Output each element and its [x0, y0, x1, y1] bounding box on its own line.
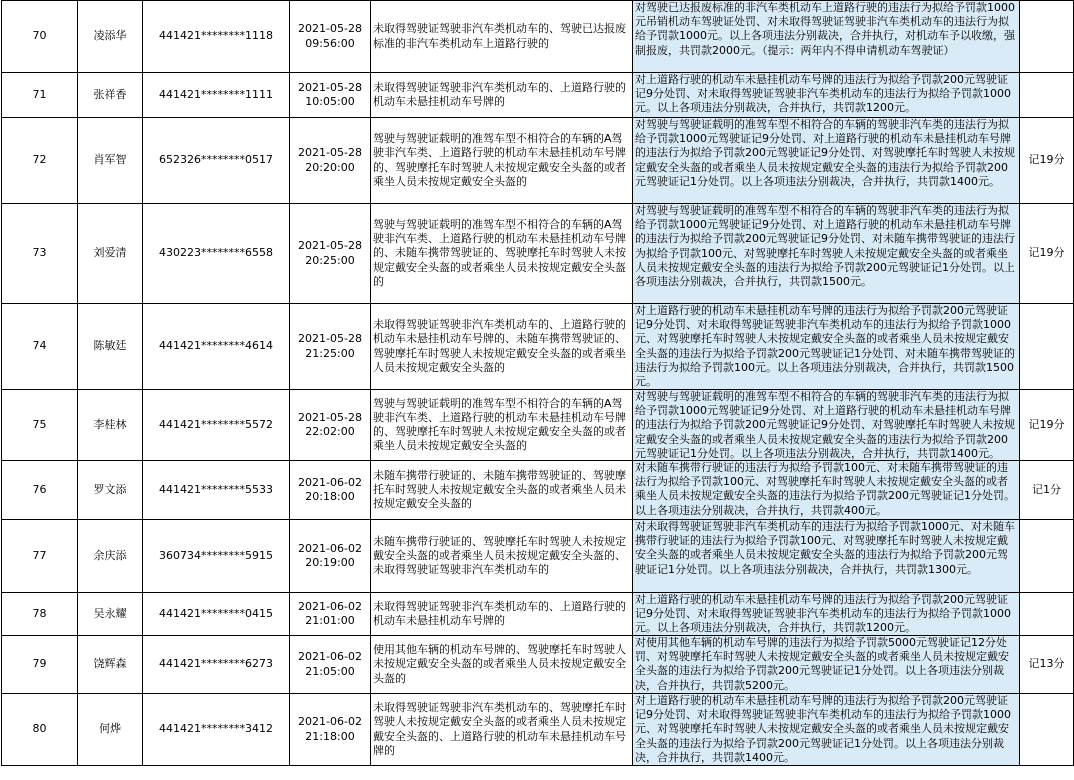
- row-number: 73: [2, 204, 78, 304]
- table-row: [2, 118, 1074, 204]
- person-name: 凌添华: [78, 1, 143, 73]
- violation-description: 未取得驾驶证驾驶非汽车类机动车的、上道路行驶的机动车未悬挂机动车号牌的、未随车携带驾驶证的、驾驶摩托车时驾驶人未按规定戴安全头盔的或者乘坐人员未按规定戴安全头盔的: [371, 304, 633, 390]
- violation-datetime: [290, 390, 371, 461]
- violation-date: 2021-05-28: [298, 239, 362, 253]
- table-row: [2, 593, 1074, 636]
- penalty-text: 对驾驶与驾驶证载明的准驾车型不相符合的车辆的驾驶非汽车类的违法行为拟给予罚款1000元驾驶证记9分处罚、对上道路行驶的机动车未悬挂机动车号牌的违法行为拟给予罚款200元驾驶证记9分处罚、对驾驶摩托车时驾驶人未按规定戴安全头盔的或者乘坐人员未按规定戴安全头盔的违法行为拟给予罚款200元驾驶证记1分处罚。以上各项违法分别裁决，合并执行，共罚款1400元。: [635, 390, 1015, 460]
- violation-date: 2021-06-02: [298, 599, 362, 613]
- violation-datetime: [290, 118, 371, 204]
- violation-time: 20:18:00: [305, 490, 355, 503]
- id-number: 441421********3412: [143, 694, 290, 766]
- row-number: 75: [2, 390, 78, 461]
- person-name: 刘爱清: [78, 204, 143, 304]
- violation-description: 未随车携带行驶证的、驾驶摩托车时驾驶人未按规定戴安全头盔的或者乘坐人员未按规定戴安全头盔的、未取得驾驶证驾驶非汽车类机动车的: [371, 520, 633, 593]
- penalty-text: 对使用其他车辆的机动车号牌的违法行为拟给予罚款5000元驾驶证记12分处罚、对驾驶摩托车时驾驶人未按规定戴安全头盔的或者乘坐人员未按规定戴安全头盔的违法行为拟给予罚款200元驾驶证记1分处罚。以上各项违法分别裁决，合并执行，共罚款5200元。: [635, 636, 1009, 692]
- table-row: [2, 304, 1074, 390]
- violation-time: 21:25:00: [305, 346, 355, 360]
- table-body: [2, 1, 1074, 766]
- violation-date: 2021-05-28: [298, 22, 362, 36]
- points-deducted: 记13分: [1020, 636, 1074, 694]
- violation-description: 驾驶与驾驶证载明的准驾车型不相符合的车辆的A驾驶非汽车类、上道路行驶的机动车未悬挂机动车号牌的、驾驶摩托车时驾驶人未按规定戴安全头盔的或者乘坐人员未按规定戴安全头盔的: [371, 390, 633, 461]
- penalty-decision: [633, 390, 1020, 461]
- person-name: 李桂林: [78, 390, 143, 461]
- points-deducted: 记1分: [1020, 461, 1074, 520]
- penalty-text: 对上道路行驶的机动车未悬挂机动车号牌的违法行为拟给予罚款200元驾驶证记9分处罚、对未取得驾驶证驾驶非汽车类机动车的违法行为拟给予罚款1000元、对驾驶摩托车时驾驶人未按规定戴安全头盔的或者乘坐人员未按规定戴安全头盔的违法行为拟给予罚款200元驾驶证记1分处罚。以上各项违法分别裁决，合并执行，共罚款1400元。: [635, 694, 1011, 764]
- violation-datetime: [290, 593, 371, 636]
- row-number: 78: [2, 593, 78, 636]
- violation-datetime: [290, 304, 371, 390]
- violation-time: 21:05:00: [305, 664, 355, 678]
- points-deducted: [1020, 520, 1074, 593]
- violation-time: 22:02:00: [305, 425, 355, 438]
- person-name: 罗文添: [78, 461, 143, 520]
- person-name: 饶辉森: [78, 636, 143, 694]
- violation-description: 未随车携带行驶证的、未随车携带驾驶证的、驾驶摩托车时驾驶人未按规定戴安全头盔的或者乘坐人员未按规定戴安全头盔的: [371, 461, 633, 520]
- penalty-decision: [633, 593, 1020, 636]
- violation-date: 2021-06-02: [298, 475, 362, 489]
- row-number: 71: [2, 73, 78, 118]
- person-name: 吴永耀: [78, 593, 143, 636]
- violation-time: 20:19:00: [305, 556, 355, 569]
- violation-description: 未取得驾驶证驾驶非汽车类机动车的、上道路行驶的机动车未悬挂机动车号牌的: [371, 593, 633, 636]
- id-number: 430223********6558: [143, 204, 290, 304]
- person-name: 张祥香: [78, 73, 143, 118]
- violation-description: 驾驶与驾驶证载明的准驾车型不相符合的车辆的A驾驶非汽车类、上道路行驶的机动车未悬挂机动车号牌的、未随车携带驾驶证的、驾驶摩托车时驾驶人未按规定戴安全头盔的或者乘坐人员未按规定戴安全头盔的: [371, 204, 633, 304]
- table-row: [2, 636, 1074, 694]
- row-number: 79: [2, 636, 78, 694]
- penalty-decision: [633, 118, 1020, 204]
- violation-date: 2021-06-02: [298, 650, 362, 664]
- penalty-text: 对上道路行驶的机动车未悬挂机动车号牌的违法行为拟给予罚款200元驾驶证记9分处罚、对未取得驾驶证驾驶非汽车类机动车的违法行为拟给予罚款1000元、对驾驶摩托车时驾驶人未按规定戴安全头盔的或者乘坐人员未按规定戴安全头盔的违法行为拟给予罚款200元驾驶证记1分处罚、对未随车携带驾驶证的违法行为拟给予罚款100元。以上各项违法分别裁决，合并执行，共罚款1500元。: [635, 304, 1015, 389]
- violation-time: 10:05:00: [305, 95, 355, 108]
- penalty-decision: [633, 204, 1020, 304]
- violation-date: 2021-05-28: [298, 80, 362, 94]
- points-deducted: 记19分: [1020, 204, 1074, 304]
- person-name: 陈敏廷: [78, 304, 143, 390]
- violation-description: 使用其他车辆的机动车号牌的、驾驶摩托车时驾驶人未按规定戴安全头盔的或者乘坐人员未按规定戴安全头盔的: [371, 636, 633, 694]
- row-number: 70: [2, 1, 78, 73]
- penalty-text: 对未随车携带行驶证的违法行为拟给予罚款100元、对未随车携带驾驶证的违法行为拟给予罚款100元、对驾驶摩托车时驾驶人未按规定戴安全头盔的或者乘坐人员未按规定戴安全头盔的违法行为拟给予罚款200元驾驶证记1分处罚。以上各项违法分别裁决，合并执行，共罚款400元。: [635, 461, 1015, 517]
- violation-datetime: [290, 1, 371, 73]
- violation-description: 未取得驾驶证驾驶非汽车类机动车的、驾驶已达报废标准的非汽车类机动车上道路行驶的: [371, 1, 633, 73]
- violation-description: 未取得驾驶证驾驶非汽车类机动车的、驾驶摩托车时驾驶人未按规定戴安全头盔的或者乘坐人员未按规定戴安全头盔的、上道路行驶的机动车未悬挂机动车号牌的: [371, 694, 633, 766]
- penalty-decision: [633, 520, 1020, 593]
- person-name: 余庆添: [78, 520, 143, 593]
- violation-time: 21:01:00: [305, 614, 355, 627]
- table-row: [2, 390, 1074, 461]
- id-number: 441421********1111: [143, 73, 290, 118]
- penalty-text: 对驾驶已达报废标准的非汽车类机动车上道路行驶的违法行为拟给予罚款1000元吊销机动车驾驶证处罚、对未取得驾驶证驾驶非汽车类机动车的违法行为拟给予罚款1000元。以上各项违法分别裁决，合并执行，对机动车予以收缴，强制报废，共罚款2000元。（提示：两年内不得申请机动车驾驶证）: [635, 1, 1015, 57]
- table-row: [2, 73, 1074, 118]
- violation-datetime: [290, 520, 371, 593]
- points-deducted: [1020, 593, 1074, 636]
- points-deducted: [1020, 1, 1074, 73]
- violation-date: 2021-05-28: [298, 146, 362, 160]
- violation-datetime: [290, 204, 371, 304]
- person-name: 肖军智: [78, 118, 143, 204]
- violation-date: 2021-05-28: [298, 332, 362, 346]
- id-number: 441421********6273: [143, 636, 290, 694]
- table-row: [2, 461, 1074, 520]
- row-number: 80: [2, 694, 78, 766]
- penalty-text: 对上道路行驶的机动车未悬挂机动车号牌的违法行为拟给予罚款200元驾驶证记9分处罚、对未取得驾驶证驾驶非汽车类机动车的违法行为拟给予罚款1000元。以上各项违法分别裁决，合并执行，共罚款1200元。: [635, 73, 1011, 115]
- row-number: 76: [2, 461, 78, 520]
- penalty-decision: [633, 73, 1020, 118]
- penalty-decision: [633, 694, 1020, 766]
- violation-datetime: [290, 461, 371, 520]
- id-number: 441421********5572: [143, 390, 290, 461]
- violation-datetime: [290, 73, 371, 118]
- penalty-decision: [633, 461, 1020, 520]
- penalty-table: [1, 0, 1074, 766]
- points-deducted: [1020, 304, 1074, 390]
- table-row: [2, 204, 1074, 304]
- penalty-decision: [633, 304, 1020, 390]
- id-number: 441421********0415: [143, 593, 290, 636]
- table-row: [2, 694, 1074, 766]
- id-number: 652326********0517: [143, 118, 290, 204]
- penalty-text: 对驾驶与驾驶证载明的准驾车型不相符合的车辆的驾驶非汽车类的违法行为拟给予罚款1000元驾驶证记9分处罚、对上道路行驶的机动车未悬挂机动车号牌的违法行为拟给予罚款200元驾驶证记9分处罚、对驾驶摩托车时驾驶人未按规定戴安全头盔的或者乘坐人员未按规定戴安全头盔的违法行为拟给予罚款200元驾驶证记1分处罚。以上各项违法分别裁决，合并执行，共罚款1400元。: [635, 118, 1015, 188]
- points-deducted: [1020, 73, 1074, 118]
- row-number: 72: [2, 118, 78, 204]
- violation-datetime: [290, 694, 371, 766]
- violation-date: 2021-05-28: [298, 410, 362, 424]
- id-number: 441421********5533: [143, 461, 290, 520]
- penalty-text: 对驾驶与驾驶证载明的准驾车型不相符合的车辆的驾驶非汽车类的违法行为拟给予罚款1000元驾驶证记9分处罚、对上道路行驶的机动车未悬挂机动车号牌的违法行为拟给予罚款200元驾驶证记9分处罚、对未随车携带驾驶证的违法行为拟给予罚款100元、对驾驶摩托车时驾驶人未按规定戴安全头盔的或者乘坐人员未按规定戴安全头盔的违法行为拟给予罚款200元驾驶证记1分处罚。以上各项违法分别裁决，合并执行，共罚款1500元。: [635, 204, 1015, 289]
- violation-time: 20:25:00: [305, 253, 355, 267]
- points-deducted: 记19分: [1020, 390, 1074, 461]
- id-number: 441421********1118: [143, 1, 290, 73]
- table-row: [2, 520, 1074, 593]
- violation-date: 2021-06-02: [298, 715, 362, 729]
- violation-time: 20:20:00: [305, 160, 355, 174]
- violation-datetime: [290, 636, 371, 694]
- penalty-text: 对上道路行驶的机动车未悬挂机动车号牌的违法行为拟给予罚款200元驾驶证记9分处罚、对未取得驾驶证驾驶非汽车类机动车的违法行为拟给予罚款1000元。以上各项违法分别裁决，合并执行，共罚款1200元。: [635, 593, 1011, 635]
- points-deducted: 记19分: [1020, 118, 1074, 204]
- row-number: 77: [2, 520, 78, 593]
- penalty-decision: [633, 636, 1020, 694]
- id-number: 360734********5915: [143, 520, 290, 593]
- violation-time: 21:18:00: [305, 729, 355, 743]
- violation-description: 驾驶与驾驶证载明的准驾车型不相符合的车辆的A驾驶非汽车类、上道路行驶的机动车未悬挂机动车号牌的、驾驶摩托车时驾驶人未按规定戴安全头盔的或者乘坐人员未按规定戴安全头盔的: [371, 118, 633, 204]
- person-name: 何烨: [78, 694, 143, 766]
- penalty-text: 对未取得驾驶证驾驶非汽车类机动车的违法行为拟给予罚款1000元、对未随车携带行驶证的违法行为拟给予罚款100元、对驾驶摩托车时驾驶人未按规定戴安全头盔的或者乘坐人员未按规定戴安全头盔的违法行为拟给予罚款200元驾驶证记1分处罚。以上各项违法分别裁决，合并执行，共罚款1300元。: [635, 520, 1015, 576]
- table-row: [2, 1, 1074, 73]
- violation-description: 未取得驾驶证驾驶非汽车类机动车的、上道路行驶的机动车未悬挂机动车号牌的: [371, 73, 633, 118]
- violation-time: 09:56:00: [305, 36, 355, 50]
- id-number: 441421********4614: [143, 304, 290, 390]
- points-deducted: [1020, 694, 1074, 766]
- violation-date: 2021-06-02: [298, 541, 362, 555]
- row-number: 74: [2, 304, 78, 390]
- penalty-decision: [633, 1, 1020, 73]
